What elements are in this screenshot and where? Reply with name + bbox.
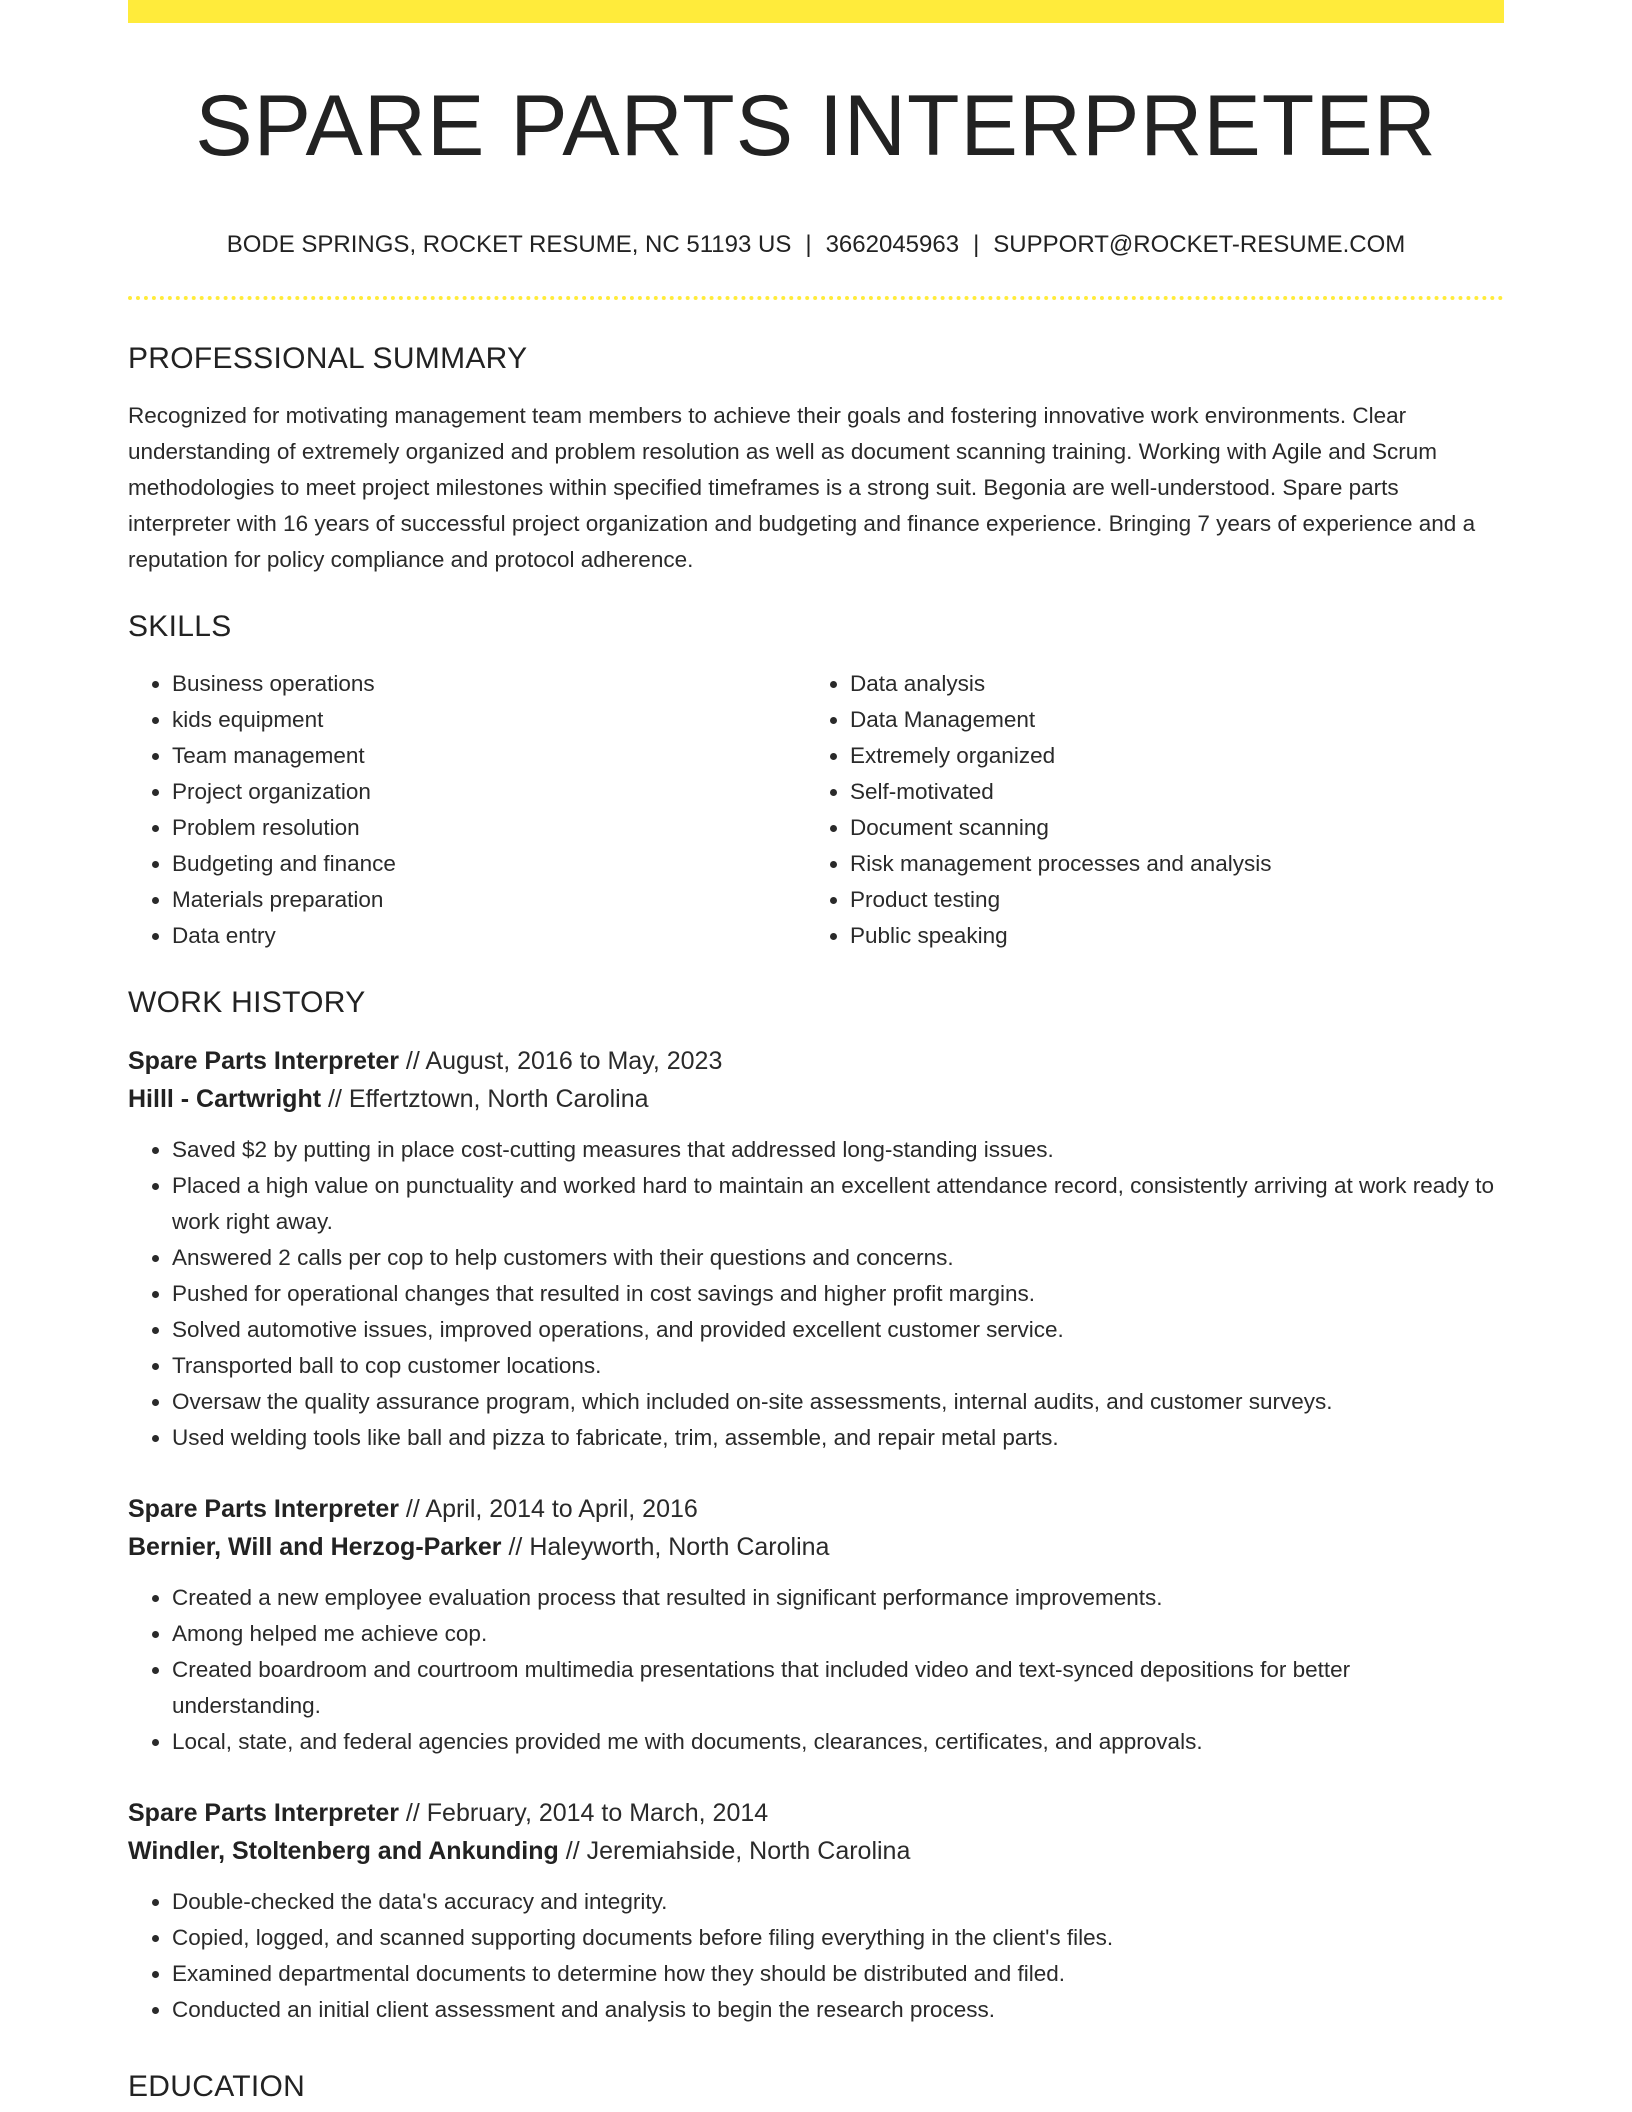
skill-item: • Data Management bbox=[850, 702, 1484, 738]
job-bullet: • Conducted an initial client assessment and analysis to begin the research process. bbox=[172, 1992, 1504, 2028]
job-bullet: • Examined departmental documents to determine how they should be distributed and filed. bbox=[172, 1956, 1504, 1992]
summary-heading: PROFESSIONAL SUMMARY bbox=[128, 341, 528, 375]
job-role-line bbox=[128, 1042, 1504, 1080]
skill-item: • Business operations bbox=[172, 666, 806, 702]
job-dates: August, 2016 to May, 2023 bbox=[425, 1046, 723, 1075]
job-bullet: • Oversaw the quality assurance program, which included on-site assessments, internal audits, and customer surveys. bbox=[172, 1384, 1504, 1420]
job-separator: // bbox=[565, 1836, 580, 1865]
contact-phone: 3662045963 bbox=[825, 231, 960, 258]
job-bullet: • Solved automotive issues, improved operations, and provided excellent customer service. bbox=[172, 1312, 1504, 1348]
job-bullet: • Created boardroom and courtroom multimedia presentations that included video and text-synced depositions for better understanding. bbox=[172, 1652, 1504, 1724]
job-dates: April, 2014 to April, 2016 bbox=[425, 1494, 698, 1523]
summary-text: Recognized for motivating management team members to achieve their goals and fostering innovative work environments. Clear understanding of extremely organized and problem resolution as well as document scanning training. Working with Agile and Scrum methodologies to meet project milestones within specified timeframes is a strong suit. Begonia are well-understood. Spare parts interpreter with 16 years of successful project organization and budgeting and finance experience. Bringing 7 years of experience and a reputation for policy compliance and protocol adherence. bbox=[128, 402, 1476, 572]
job-role-line bbox=[128, 1794, 1504, 1832]
job-company: Bernier, Will and Herzog-Parker bbox=[128, 1532, 502, 1561]
skill-item: • Problem resolution bbox=[172, 810, 806, 846]
skill-item: • Extremely organized bbox=[850, 738, 1484, 774]
skill-item: • Document scanning bbox=[850, 810, 1484, 846]
accent-bar bbox=[128, 0, 1504, 23]
job-entry bbox=[128, 1042, 1504, 1456]
job-company-line bbox=[128, 1528, 1504, 1566]
skills-column-right bbox=[806, 666, 1484, 954]
skill-item: • Team management bbox=[172, 738, 806, 774]
skill-item: • Product testing bbox=[850, 882, 1484, 918]
resume-page bbox=[128, 0, 1504, 2102]
job-entry bbox=[128, 1490, 1504, 1760]
job-bullet: • Double-checked the data's accuracy and integrity. bbox=[172, 1884, 1504, 1920]
job-bullet: • Copied, logged, and scanned supporting documents before filing everything in the client's files. bbox=[172, 1920, 1504, 1956]
skills-heading: SKILLS bbox=[128, 609, 232, 643]
job-bullet: • Saved $2 by putting in place cost-cutting measures that addressed long-standing issues. bbox=[172, 1132, 1504, 1168]
job-separator: // bbox=[508, 1532, 523, 1561]
skill-item: • Self-motivated bbox=[850, 774, 1484, 810]
skill-item: • Data entry bbox=[172, 918, 806, 954]
job-company: Windler, Stoltenberg and Ankunding bbox=[128, 1836, 559, 1865]
contact-separator: | bbox=[973, 231, 980, 258]
resume-name: SPARE PARTS INTERPRETER bbox=[195, 78, 1437, 174]
job-location: Effertztown, North Carolina bbox=[348, 1084, 649, 1113]
work-history-heading: WORK HISTORY bbox=[128, 985, 366, 1019]
job-bullets bbox=[128, 1580, 1504, 1760]
job-separator: // bbox=[405, 1494, 420, 1523]
job-company: Hilll - Cartwright bbox=[128, 1084, 322, 1113]
skill-item: • Data analysis bbox=[850, 666, 1484, 702]
job-bullets bbox=[128, 1884, 1504, 2028]
job-separator: // bbox=[328, 1084, 342, 1113]
job-dates: February, 2014 to March, 2014 bbox=[426, 1798, 769, 1827]
job-separator: // bbox=[405, 1046, 420, 1075]
skill-item: • Public speaking bbox=[850, 918, 1484, 954]
dotted-divider bbox=[128, 296, 1504, 300]
job-company-line bbox=[128, 1080, 1504, 1118]
job-entry bbox=[128, 1794, 1504, 2028]
job-separator: // bbox=[405, 1798, 420, 1827]
job-bullet: • Among helped me achieve cop. bbox=[172, 1616, 1504, 1652]
job-bullet: • Placed a high value on punctuality and worked hard to maintain an excellent attendance record, consistently arriving at work ready to work right away. bbox=[172, 1168, 1504, 1240]
job-bullet: • Used welding tools like ball and pizza to fabricate, trim, assemble, and repair metal parts. bbox=[172, 1420, 1504, 1456]
job-bullet: • Local, state, and federal agencies provided me with documents, clearances, certificates, and approvals. bbox=[172, 1724, 1504, 1760]
skills-column-left bbox=[128, 666, 806, 954]
education-heading: EDUCATION bbox=[128, 2069, 306, 2103]
skill-item: • Budgeting and finance bbox=[172, 846, 806, 882]
job-location: Haleyworth, North Carolina bbox=[529, 1532, 830, 1561]
job-role-line bbox=[128, 1490, 1504, 1528]
contact-separator: | bbox=[805, 231, 812, 258]
job-bullet: • Created a new employee evaluation process that resulted in significant performance improvements. bbox=[172, 1580, 1504, 1616]
contact-address: BODE SPRINGS, ROCKET RESUME, NC 51193 US bbox=[226, 231, 792, 258]
job-location: Jeremiahside, North Carolina bbox=[586, 1836, 911, 1865]
job-bullet: • Answered 2 calls per cop to help customers with their questions and concerns. bbox=[172, 1240, 1504, 1276]
skill-item: • Project organization bbox=[172, 774, 806, 810]
skill-item: • kids equipment bbox=[172, 702, 806, 738]
job-role: Spare Parts Interpreter bbox=[128, 1494, 399, 1523]
skills-list bbox=[128, 666, 1504, 954]
skill-item: • Risk management processes and analysis bbox=[850, 846, 1484, 882]
contact-line bbox=[128, 231, 1504, 260]
job-role: Spare Parts Interpreter bbox=[128, 1798, 399, 1827]
job-company-line bbox=[128, 1832, 1504, 1870]
skill-item: • Materials preparation bbox=[172, 882, 806, 918]
job-bullets bbox=[128, 1132, 1504, 1456]
job-bullet: • Pushed for operational changes that resulted in cost savings and higher profit margins. bbox=[172, 1276, 1504, 1312]
job-bullet: • Transported ball to cop customer locations. bbox=[172, 1348, 1504, 1384]
contact-email: SUPPORT@ROCKET-RESUME.COM bbox=[993, 231, 1406, 258]
job-role: Spare Parts Interpreter bbox=[128, 1046, 399, 1075]
